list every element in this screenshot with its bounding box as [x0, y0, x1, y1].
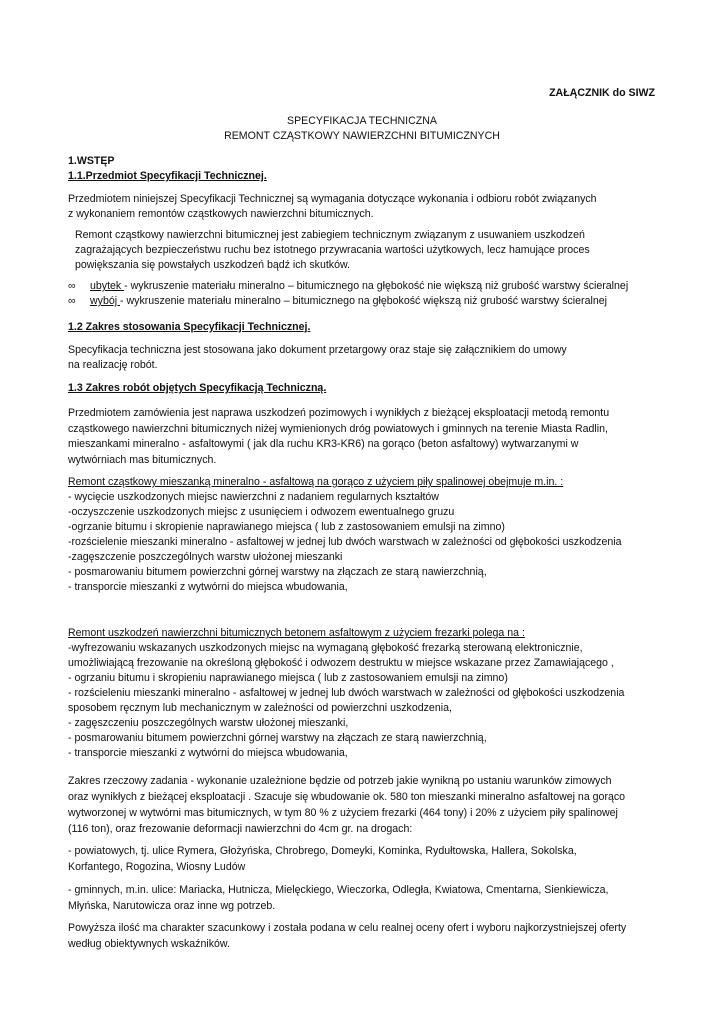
paragraph-definition [75, 228, 675, 273]
text-line: oraz wynikłych z bieżącej eksploatacji . Szacuje się wbudowanie ok. 580 ton mieszanki mineralno asfaltowej na gorąco [68, 791, 626, 803]
definition-term: ubytek [90, 280, 125, 292]
text-line: Młyńska, Narutowicza oraz inne wg potrzeb. [68, 900, 276, 912]
list-item: - posmarowaniu bitumem powierzchni górnej warstwy na złączach ze starą nawierzchnią, [68, 732, 487, 744]
text-line: Zakres rzeczowy zadania - wykonanie uzależnione będzie od potrzeb jakie wynikną po ustaniu warunków zimowych [68, 775, 612, 787]
subsection-heading-1-1: 1.1.Przedmiot Specyfikacji Technicznej. [68, 170, 267, 182]
text-line: wytwórniach mas bitumicznych. [68, 454, 217, 467]
saw-repair-section [68, 475, 668, 595]
subsection-heading-1-2: 1.2 Zakres stosowania Specyfikacji Technicznej. [68, 321, 311, 333]
paragraph-closing [68, 920, 668, 952]
list-item: - transporcie mieszanki z wytwórni do miejsca wbudowania, [68, 581, 348, 593]
text-line: zagrażających bezpieczeństwu ruchu bez istotnego przywracania wartości użytkowych, lecz hamujące proces [75, 244, 590, 256]
list-item: -ogrzanie bitumu i skropienie naprawianego miejsca ( lub z zastosowaniem emulsji na zimno) [68, 521, 505, 533]
text-line: cząstkowego nawierzchni bitumicznych niżej wymienionych dróg powiatowych i gminnych na terenie Miasta Radlin, [68, 422, 608, 435]
infinity-bullet-icon: ∞ [68, 295, 76, 307]
definition-text: - wykruszenie materiału mineralno – bitumicznego na głębokość większą niż grubość warstwy ścieralnej [120, 295, 607, 307]
text-line: Specyfikacja techniczna jest stosowana jako dokument przetargowy oraz staje się załącznikiem do umowy [68, 344, 567, 356]
section-1-heading [68, 154, 668, 184]
paragraph-material-quantity [68, 773, 668, 837]
text-line: Remont cząstkowy nawierzchni bitumicznej jest zabiegiem technicznym związanym z usuwaniem uszkodzeń [75, 229, 585, 241]
list-item: - rozścieleniu mieszanki mineralno - asfaltowej w jednej lub dwóch warstwach w zależności od głębokości uszkodzenia [68, 687, 625, 699]
definition-term: wybój [90, 295, 121, 307]
list-item: -zagęszczenie poszczególnych warstw ułożonej mieszanki [68, 551, 343, 563]
milling-repair-title: Remont uszkodzeń nawierzchni bitumicznych betonem asfaltowym z użyciem frezarki polega na : [68, 627, 525, 639]
definition-item-wyboj [68, 294, 668, 309]
text-line: z wykonaniem remontów cząstkowych nawierzchni bitumicznych. [68, 208, 374, 220]
definition-item-ubytek [68, 279, 668, 294]
doc-title-line-1: SPECYFIKACJA TECHNICZNA [287, 115, 437, 127]
roads-county-list [68, 843, 668, 875]
subsection-heading-1-3: 1.3 Zakres robót objętych Specyfikacją Techniczną. [68, 382, 327, 394]
list-item: sposobem ręcznym lub mechanicznym w zależności od powierzchni uszkodzenia, [68, 702, 452, 714]
paragraph-scope-of-work [68, 406, 668, 469]
list-item: - wycięcie uszkodzonych miejsc nawierzchni z nadaniem regularnych kształtów [68, 491, 439, 503]
list-item: -rozścielenie mieszanki mineralno - asfaltowej w jednej lub dwóch warstwach w zależności od głębokości uszkodzenia [68, 536, 622, 548]
milling-repair-section [68, 626, 668, 761]
text-line: - powiatowych, tj. ulice Rymera, Głożyńska, Chrobrego, Domeyki, Kominka, Rydułtowska, Hallera, Sokolska, [68, 845, 577, 857]
text-line: mieszankami mineralno - asfaltowymi ( jak dla ruchu KR3-KR6) na gorąco (beton asfaltowy) wytwarzanymi w [68, 438, 579, 451]
text-line: Przedmiotem niniejszej Specyfikacji Technicznej są wymagania dotyczące wykonania i odbioru robót związanych [68, 193, 597, 205]
doc-title [68, 114, 656, 144]
doc-title-line-2: REMONT CZĄSTKOWY NAWIERZCHNI BITUMICZNYCH [224, 130, 500, 142]
list-item: -oczyszczenie uszkodzonych miejsc z usunięciem i odwozem ewentualnego gruzu [68, 506, 455, 518]
text-line: Powyższa ilość ma charakter szacunkowy i została podana w celu realnej oceny ofert i wyboru najkorzystniejszej oferty [68, 922, 627, 934]
list-item: -wyfrezowaniu wskazanych uszkodzonych miejsc na wymaganą głębokość frezarką sterowaną elektronicznie, [68, 642, 583, 654]
saw-repair-title: Remont cząstkowy mieszanką mineralno - asfaltową na gorąco z użyciem piły spalinowej obejmuje m.in. : [68, 476, 564, 488]
definition-text: - wykruszenie materiału mineralno – bitumicznego na głębokość nie większą niż grubość warstwy ścieralnej [124, 280, 629, 292]
annex-label: ZAŁĄCZNIK do SIWZ [549, 87, 655, 99]
text-line: wytworzonej w wytwórni mas bitumicznych, w tym 80 % z użyciem frezarki (464 tony) i 20% z użyciem piły spalinowej [68, 807, 618, 819]
list-item: - posmarowaniu bitumem powierzchni górnej warstwy na złączach ze starą nawierzchnią, [68, 566, 487, 578]
list-item: - transporcie mieszanki z wytwórni do miejsca wbudowania, [68, 747, 348, 759]
paragraph-application [68, 343, 668, 373]
text-line: powiększania się powstałych uszkodzeń bądź ich skutków. [75, 259, 350, 271]
list-item: - ogrzaniu bitumu i skropieniu naprawianego miejsca ( lub z zastosowaniem emulsji na zimno) [68, 672, 508, 684]
infinity-bullet-icon: ∞ [68, 280, 76, 292]
text-line: Korfantego, Rogozina, Wiosny Ludów [68, 861, 246, 873]
roads-municipal-list [68, 882, 668, 914]
text-line: na realizację robót. [68, 359, 158, 371]
list-item: - zagęszczeniu poszczególnych warstw ułożonej mieszanki, [68, 717, 349, 729]
text-line: według obiektywnych wskaźników. [68, 938, 230, 950]
paragraph-subject [68, 192, 668, 222]
text-line: - gminnych, m.in. ulice: Mariacka, Hutnicza, Mielęckiego, Wieczorka, Odległa, Kwiatowa, Cmentarna, Sienkiewicza, [68, 884, 609, 896]
text-line: Przedmiotem zamówienia jest naprawa uszkodzeń pozimowych i wynikłych z bieżącej eksploatacji metodą remontu [68, 407, 610, 419]
section-heading-wstep: 1.WSTĘP [68, 155, 115, 167]
list-item: umożliwiającą frezowanie na określoną głębokość i odwozem destruktu w miejsce wskazane przez Zamawiającego , [68, 657, 614, 669]
text-line: (116 ton), oraz frezowanie deformacji nawierzchni do 4cm gr. na drogach: [68, 823, 413, 835]
